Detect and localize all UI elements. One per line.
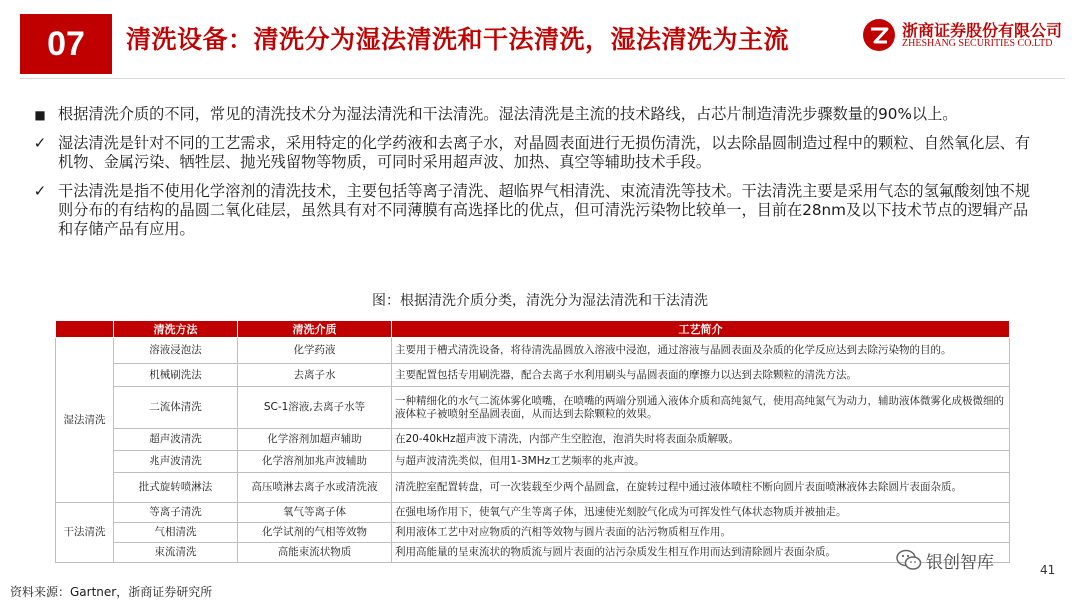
table-header-row bbox=[56, 321, 1010, 338]
table-row bbox=[56, 429, 1010, 451]
method-cell: 机械刷洗法 bbox=[114, 364, 238, 387]
category-cell: 湿法清洗 bbox=[56, 338, 114, 503]
description-cell: 一种精细化的水气二流体雾化喷嘴，在喷嘴的两端分别通入液体介质和高纯氮气，使用高纯氮气为动力，辅助液体微雾化成极微细的液体粒子被喷射至晶圆表面，从而达到去除颗粒的效果。 bbox=[392, 387, 1010, 429]
table-row bbox=[56, 387, 1010, 429]
header-category bbox=[56, 321, 114, 338]
description-cell: 与超声波清洗类似，但用1-3MHz工艺频率的兆声波。 bbox=[392, 451, 1010, 473]
table-row bbox=[56, 523, 1010, 543]
table-row bbox=[56, 503, 1010, 523]
description-cell: 清洗腔室配置转盘，可一次装载至少两个晶圆盒，在旋转过程中通过液体喷柱不断向圆片表面喷淋液体去除圆片表面杂质。 bbox=[392, 473, 1010, 503]
square-bullet-icon: ■ bbox=[34, 108, 46, 122]
bullet-text: 根据清洗介质的不同，常见的清洗技术分为湿法清洗和干法清洗。湿法清洗是主流的技术路线，占芯片制造清洗步骤数量的90%以上。 bbox=[58, 105, 958, 123]
medium-cell: 氧气等离子体 bbox=[238, 503, 392, 523]
logo-english-name: ZHESHANG SECURITIES CO.LTD bbox=[902, 38, 1053, 49]
description-cell: 利用高能量的呈束流状的物质流与圆片表面的沾污杂质发生相互作用而达到清除圆片表面杂质。 bbox=[392, 543, 1010, 563]
header-method: 清洗方法 bbox=[114, 321, 238, 338]
bullet-text: 湿法清洗是针对不同的工艺需求，采用特定的化学药液和去离子水，对晶圆表面进行无损伤清洗，以去除晶圆制造过程中的颗粒、自然氧化层、有机物、金属污染、牺牲层、抛光残留物等物质，可同时采用超声波、加热、真空等辅助技术手段。 bbox=[58, 134, 1030, 171]
method-cell: 超声波清洗 bbox=[114, 429, 238, 451]
bullet-item bbox=[30, 134, 1040, 172]
page-title: 清洗设备：清洗分为湿法清洗和干法清洗，湿法清洗为主流 bbox=[126, 25, 790, 54]
watermark-text: 银创智库 bbox=[926, 552, 994, 573]
method-cell: 溶液浸泡法 bbox=[114, 338, 238, 364]
page-number: 41 bbox=[1040, 563, 1056, 577]
cleaning-methods-table bbox=[55, 320, 1010, 563]
header-medium: 清洗介质 bbox=[238, 321, 392, 338]
medium-cell: 化学试剂的气相等效物 bbox=[238, 523, 392, 543]
description-cell: 在强电场作用下，使氧气产生等离子体，迅速使光刻胶气化成为可挥发性气体状态物质并被抽走。 bbox=[392, 503, 1010, 523]
medium-cell: 去离子水 bbox=[238, 364, 392, 387]
check-bullet-icon: ✓ bbox=[33, 134, 47, 152]
company-logo bbox=[862, 16, 1062, 56]
medium-cell: SC-1溶液,去离子水等 bbox=[238, 387, 392, 429]
table-row bbox=[56, 338, 1010, 364]
medium-cell: 高能束流状物质 bbox=[238, 543, 392, 563]
method-cell: 批式旋转喷淋法 bbox=[114, 473, 238, 503]
description-cell: 主要用于槽式清洗设备，将待清洗晶圆放入溶液中浸泡，通过溶液与晶圆表面及杂质的化学反应达到去除污染物的目的。 bbox=[392, 338, 1010, 364]
section-number: 07 bbox=[20, 14, 112, 74]
title-divider bbox=[20, 78, 1065, 79]
bullet-list bbox=[30, 105, 1040, 249]
source-note: 资料来源：Gartner，浙商证券研究所 bbox=[10, 585, 213, 599]
method-cell: 气相清洗 bbox=[114, 523, 238, 543]
medium-cell: 化学溶剂加超声辅助 bbox=[238, 429, 392, 451]
logo-chinese-name: 浙商证券股份有限公司 bbox=[902, 21, 1063, 40]
figure-caption: 图：根据清洗介质分类，清洗分为湿法清洗和干法清洗 bbox=[372, 293, 708, 309]
wechat-icon bbox=[896, 549, 922, 571]
bullet-text: 干法清洗是指不使用化学溶剂的清洗技术，主要包括等离子清洗、超临界气相清洗、束流清洗等技术。干法清洗主要是采用气态的氢氟酸刻蚀不规则分布的有结构的晶圆二氧化硅层，虽然具有对不同薄膜有高选择比的优点，但可清洗污染物比较单一，目前在28nm及以下技术节点的逻辑产品和存储产品有应用。 bbox=[58, 182, 1030, 238]
description-cell: 主要配置包括专用刷洗器，配合去离子水利用刷头与晶圆表面的摩擦力以达到去除颗粒的清洗方法。 bbox=[392, 364, 1010, 387]
bullet-item bbox=[30, 182, 1040, 239]
table-row bbox=[56, 473, 1010, 503]
table-row bbox=[56, 543, 1010, 563]
category-cell: 干法清洗 bbox=[56, 503, 114, 563]
table-row bbox=[56, 451, 1010, 473]
description-cell: 在20-40kHz超声波下清洗，内部产生空腔泡，泡消失时将表面杂质解吸。 bbox=[392, 429, 1010, 451]
medium-cell: 高压喷淋去离子水或清洗液 bbox=[238, 473, 392, 503]
watermark bbox=[896, 548, 994, 572]
method-cell: 二流体清洗 bbox=[114, 387, 238, 429]
method-cell: 等离子清洗 bbox=[114, 503, 238, 523]
medium-cell: 化学药液 bbox=[238, 338, 392, 364]
check-bullet-icon: ✓ bbox=[33, 182, 47, 200]
description-cell: 利用液体工艺中对应物质的汽相等效物与圆片表面的沾污物质相互作用。 bbox=[392, 523, 1010, 543]
table-row bbox=[56, 364, 1010, 387]
zheshang-logo-icon bbox=[862, 18, 896, 52]
method-cell: 兆声波清洗 bbox=[114, 451, 238, 473]
medium-cell: 化学溶剂加兆声波辅助 bbox=[238, 451, 392, 473]
method-cell: 束流清洗 bbox=[114, 543, 238, 563]
bullet-item bbox=[30, 105, 1040, 124]
header-description: 工艺简介 bbox=[392, 321, 1010, 338]
